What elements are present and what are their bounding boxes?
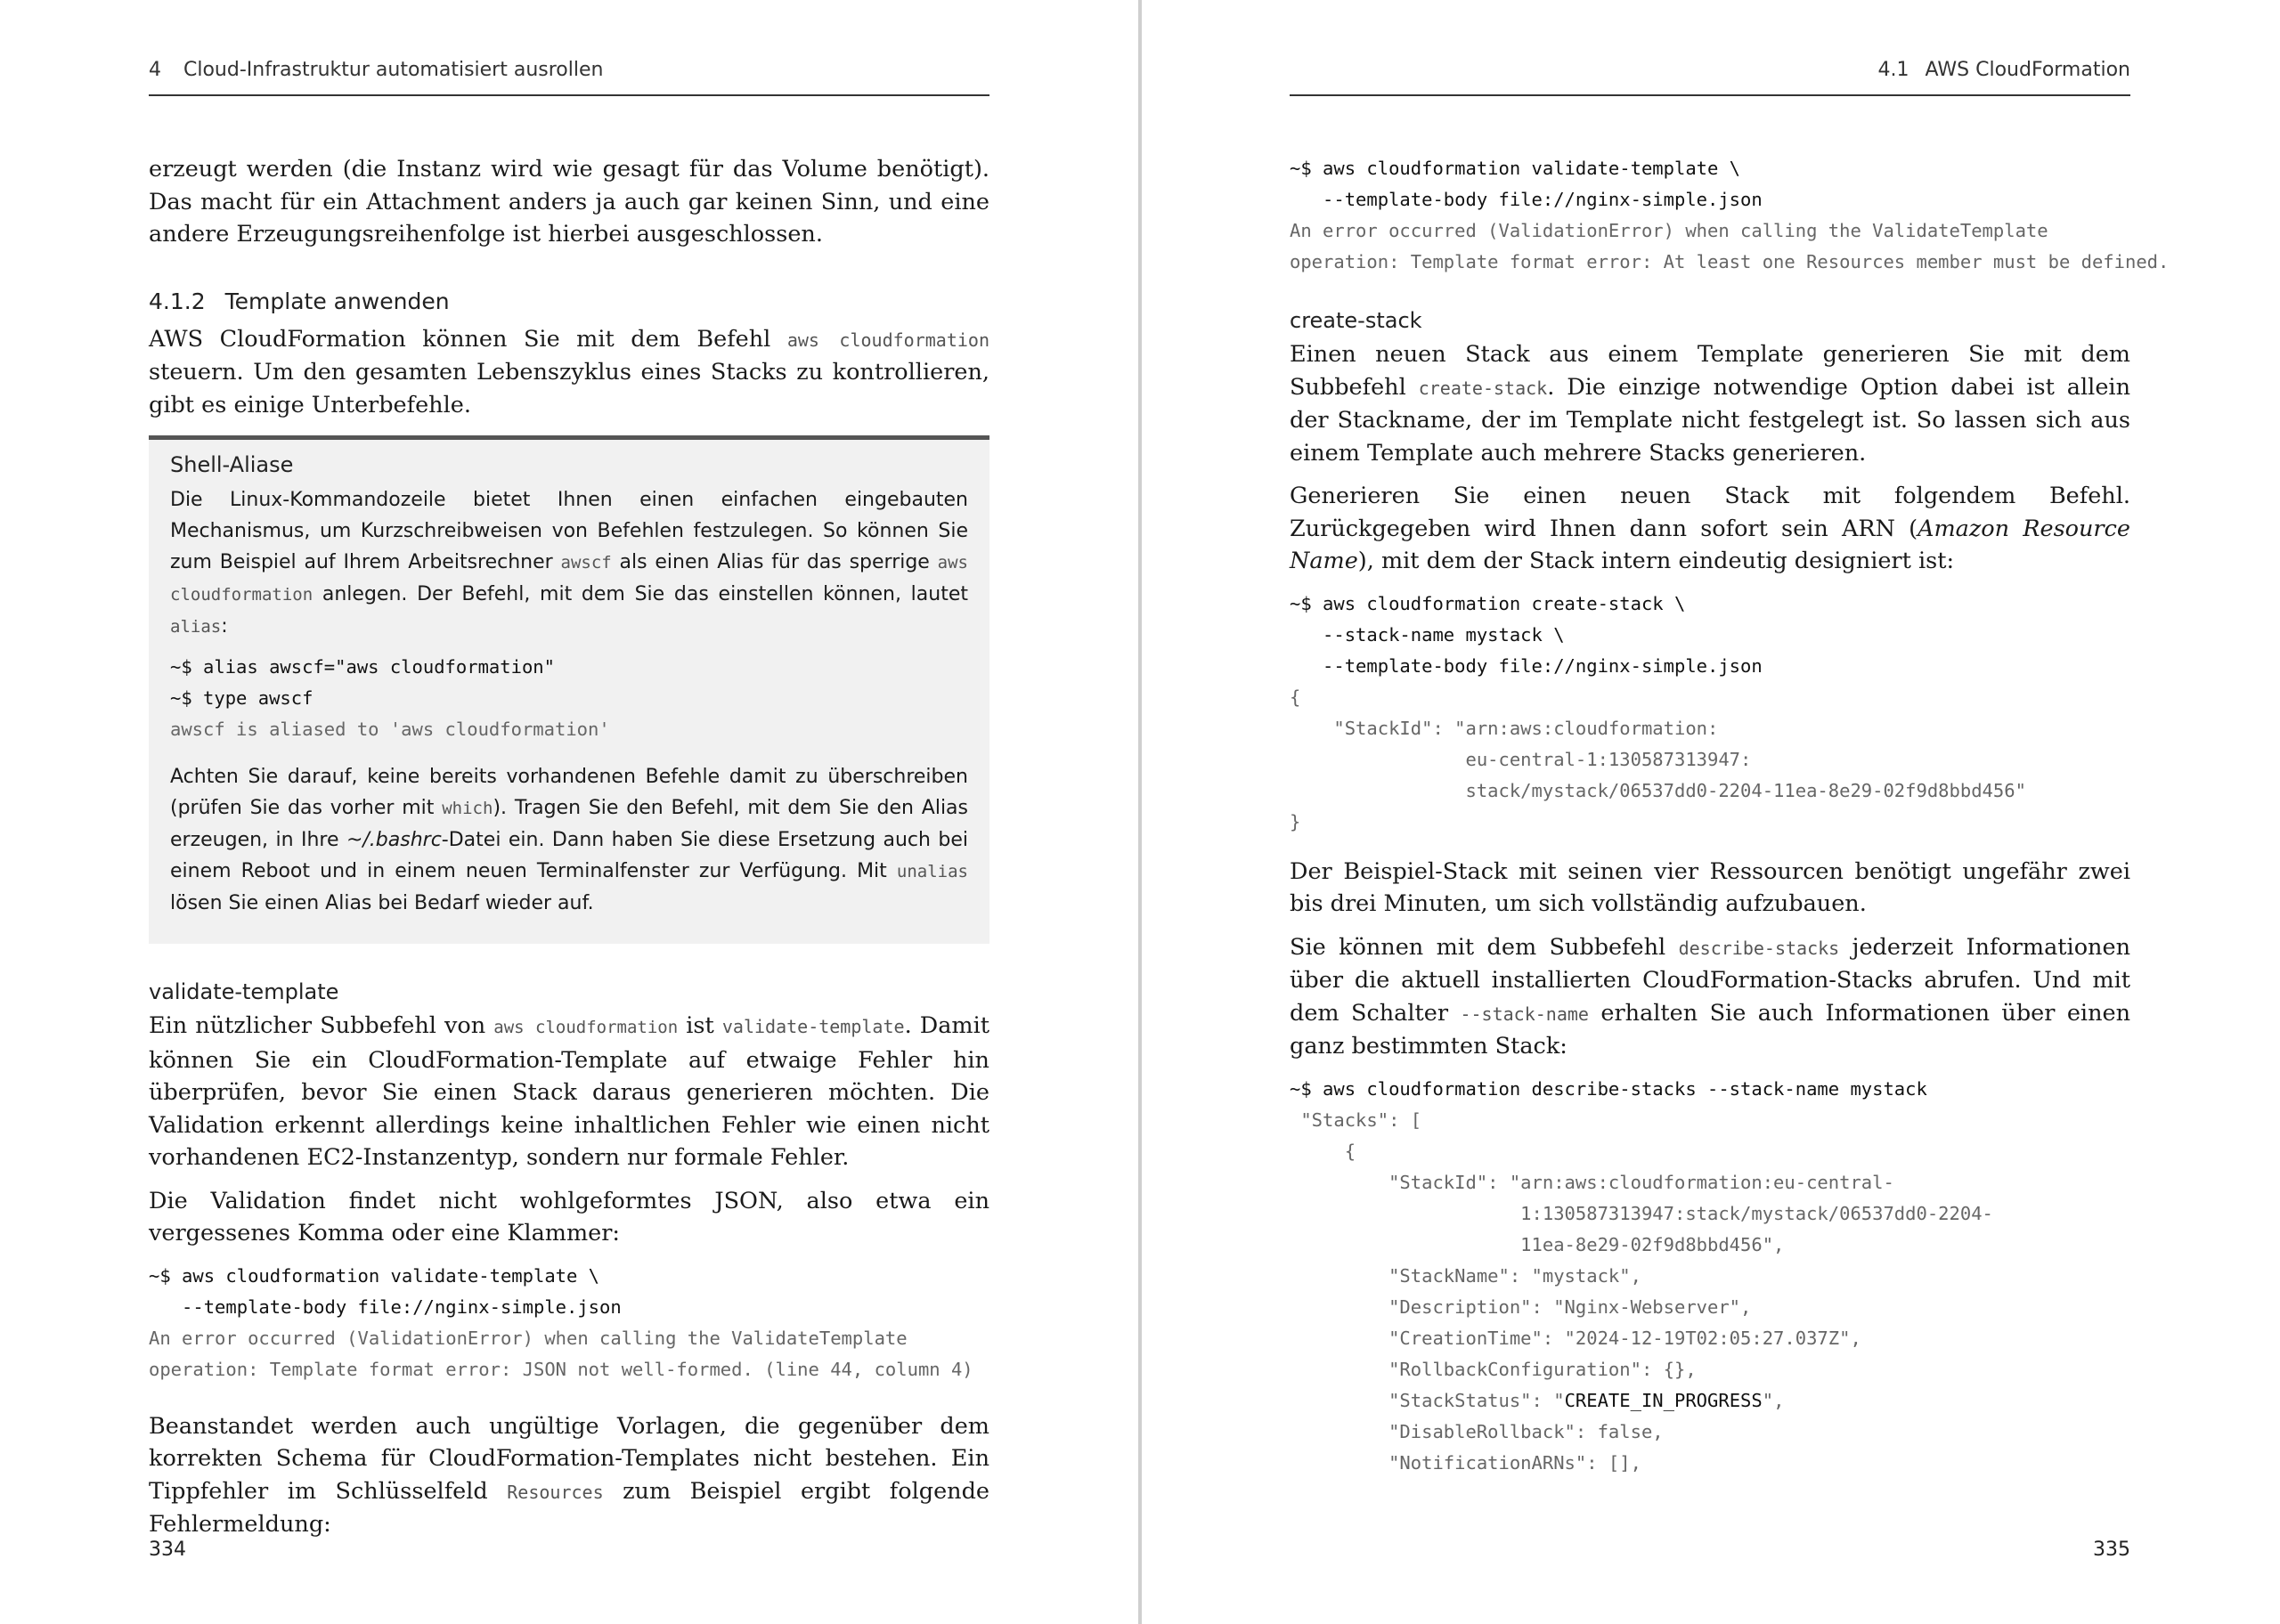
code-output-line: ", [1762, 1389, 1785, 1411]
section-paragraph [149, 323, 989, 422]
text-run: -Datei ein. Dann haben Sie diese Ersetzung auch bei einem Reboot und in einem neuen Terminalfenster zur Verfügung. Mit [170, 829, 968, 882]
code-output-line: "StackName": "mystack", [1290, 1264, 1641, 1287]
running-header-right [1290, 59, 2130, 96]
create-paragraph [1290, 338, 2130, 469]
running-header-left [149, 59, 989, 96]
text-run: Sie können mit dem Subbefehl [1290, 933, 1679, 961]
emphasis: Amazon Resource Name [1290, 515, 2130, 574]
file-name: ~/.bashrc [346, 829, 442, 851]
code-output-line: stack/mystack/06537dd0-2204-11ea-8e29-02f9d8bbd456" [1290, 779, 2026, 801]
section-number: 4.1 [1877, 59, 1910, 81]
text-run: Generieren Sie einen neuen Stack mit folgendem Befehl. Zurückgegeben wird Ihnen dann sofort sein ARN ( [1290, 483, 2130, 542]
code-line: ~$ aws cloudformation create-stack \ [1290, 592, 1686, 614]
inline-code: validate-template [721, 1016, 905, 1037]
text-run: erhalten Sie auch Informationen über einen ganz bestimmten Stack: [1290, 999, 2131, 1060]
code-output-line: 11ea-8e29-02f9d8bbd456", [1290, 1233, 1785, 1255]
code-output-line: "NotificationARNs": [], [1290, 1451, 1641, 1474]
chapter-title: Cloud-Infrastruktur automatisiert ausrollen [183, 59, 604, 81]
text-run: Ein nützlicher Subbefehl von [149, 1012, 494, 1039]
box-title: Shell-Aliase [170, 452, 294, 477]
shell-alias-box [149, 435, 989, 944]
code-line: ~$ aws cloudformation describe-stacks --stack-name mystack [1290, 1077, 1927, 1100]
section-number: 4.1.2 [149, 288, 206, 314]
code-output-line: { [1290, 1140, 1356, 1162]
inline-code: describe-stacks [1678, 937, 1840, 959]
right-page [1142, 0, 2280, 1624]
text-run: Einen neuen Stack aus einem Template generieren Sie mit dem Subbefehl [1290, 341, 2130, 401]
text-run: . Damit können Sie ein CloudFormation-Template auf etwaige Fehler hin überprüfen, bevor Sie einen Stack daraus generieren möchten. Die Validation erkennt allerdings keine inhaltlichen Fehler wie einen nicht vorhandenen EC2-Instanzentyp, sondern nur formale Fehler. [149, 1012, 989, 1171]
right-content [1290, 153, 2170, 1495]
text-run: Achten Sie darauf, keine bereits vorhandenen Befehle damit zu überschreiben (prüfen Sie das vorher mit [170, 766, 968, 819]
validate-resources-code-block [1290, 153, 2170, 278]
intro-paragraph: erzeugt werden (die Instanz wird wie gesagt für das Volume benötigt). Das macht für ein Attachment anders ja auch gar keinen Sinn, und eine andere Erzeugungsreihenfolge ist hierbei ausgeschlossen. [149, 156, 989, 248]
code-output-line: "RollbackConfiguration": {}, [1290, 1358, 1697, 1380]
inline-code: aws cloudformation [786, 329, 989, 351]
text-run: lösen Sie einen Alias bei Bedarf wieder auf. [170, 892, 594, 914]
text-run: ). Tragen Sie den Befehl, mit dem Sie den Alias erzeugen, in Ihre [170, 797, 968, 851]
subheading-create-stack: create-stack [1290, 308, 1422, 333]
box-paragraph-2 [170, 761, 968, 919]
left-content [149, 153, 989, 1552]
code-output-line: { [1290, 686, 1301, 708]
section-heading [149, 288, 989, 314]
create-stack-code-block [1290, 589, 2130, 838]
code-output-line: operation: Template format error: JSON not well-formed. (line 44, column 4) [149, 1358, 973, 1380]
section-title: Template anwenden [224, 288, 450, 314]
text-run: als einen Alias für das sperrige [611, 551, 938, 573]
text-run: Beanstandet werden auch ungültige Vorlagen, die gegenüber dem korrekten Schema für CloudFormation-Templates nicht bestehen. Ein Tippfehler im Schlüsselfeld [149, 1412, 989, 1505]
code-line: --template-body file://nginx-simple.json [1290, 189, 1763, 210]
inline-code: unalias [896, 862, 968, 881]
code-output-line: eu-central-1:130587313947: [1290, 748, 1752, 770]
box-paragraph-1 [170, 484, 968, 643]
text-run: anlegen. Der Befehl, mit dem Sie das einstellen können, lautet [313, 583, 968, 605]
inline-code: alias [170, 617, 222, 637]
code-output-line: awscf is aliased to 'aws cloudformation' [170, 719, 610, 740]
code-output-line: operation: Template format error: At least one Resources member must be defined. [1290, 251, 2170, 272]
arn-paragraph [1290, 480, 2130, 578]
text-run: : [221, 615, 228, 637]
inline-code: create-stack [1418, 377, 1548, 399]
inline-code: --stack-name [1460, 1003, 1589, 1025]
chapter-number: 4 [149, 59, 161, 81]
text-run: steuern. Um den gesamten Lebenszyklus eines Stacks zu kontrollieren, gibt es einige Unterbefehle. [149, 359, 989, 418]
code-output-line: 1:130587313947:stack/mystack/06537dd0-2204- [1290, 1202, 1993, 1224]
minutes-paragraph: Der Beispiel-Stack mit seinen vier Ressourcen benötigt ungefähr zwei bis drei Minuten, um sich vollständig aufzubauen. [1290, 857, 2130, 917]
code-line: ~$ aws cloudformation validate-template \ [149, 1264, 600, 1287]
code-output-line: "DisableRollback": false, [1290, 1420, 1664, 1442]
alias-code-block [170, 652, 968, 745]
code-line: ~$ type awscf [170, 687, 314, 709]
code-output-line: "Stacks": [ [1290, 1108, 1422, 1131]
code-output-line: "StackStatus": " [1290, 1389, 1565, 1411]
page-number-right: 335 [2093, 1539, 2130, 1561]
code-line: --template-body file://nginx-simple.json [149, 1295, 622, 1318]
section-title: AWS CloudFormation [1925, 59, 2130, 81]
left-page [0, 0, 1138, 1624]
inline-code: aws cloudformation [170, 553, 968, 605]
code-line: --stack-name mystack \ [1290, 623, 1565, 646]
code-output-line: "Description": "Nginx-Webserver", [1290, 1295, 1752, 1318]
validate-json-code-block [149, 1261, 989, 1385]
code-output-line: } [1290, 810, 1301, 832]
page-number-left: 334 [149, 1539, 186, 1561]
code-line: --template-body file://nginx-simple.json [1290, 654, 1763, 677]
text-run: zum Beispiel ergibt folgende Fehlermeldung: [149, 1477, 989, 1538]
text-run: ), mit dem der Stack intern eindeutig designiert ist: [1357, 548, 1955, 574]
code-line: ~$ aws cloudformation validate-template \ [1290, 158, 1741, 179]
code-output-line: An error occurred (ValidationError) when calling the ValidateTemplate [1290, 220, 2048, 241]
code-output-line: "StackId": "arn:aws:cloudformation:eu-central- [1290, 1171, 1894, 1193]
subheading-validate-template: validate-template [149, 979, 339, 1004]
text-run: ist [678, 1012, 722, 1039]
code-line: ~$ alias awscf="aws cloudformation" [170, 656, 555, 678]
code-output-line: "StackId": "arn:aws:cloudformation: [1290, 717, 1719, 739]
text-run: Die Linux-Kommandozeile bietet Ihnen einen einfachen eingebauten Mechanismus, um Kurzschreibweisen von Befehlen festzulegen. So können Sie zum Beispiel auf Ihrem Arbeitsrechner [170, 489, 968, 573]
status-value: CREATE_IN_PROGRESS [1564, 1389, 1763, 1411]
describe-stacks-code-block [1290, 1074, 2130, 1479]
inline-code: Resources [507, 1481, 604, 1503]
text-run: jederzeit Informationen über die aktuell installierten CloudFormation-Stacks abrufen. Und mit dem Schalter [1290, 933, 2130, 1027]
code-output-line: "CreationTime": "2024-12-19T02:05:27.037Z", [1290, 1327, 1861, 1349]
text-run: . Die einzige notwendige Option dabei ist allein der Stackname, der im Template nicht festgelegt ist. So lassen sich aus einem Template auch mehrere Stacks generieren. [1290, 373, 2130, 467]
inline-code: which [442, 799, 493, 818]
text-run: AWS CloudFormation können Sie mit dem Befehl [149, 325, 787, 353]
inline-code: awscf [560, 553, 612, 572]
validate-paragraph [149, 1010, 989, 1174]
inline-code: aws cloudformation [493, 1018, 679, 1037]
schema-paragraph [149, 1410, 989, 1541]
code-output-line: An error occurred (ValidationError) when calling the ValidateTemplate [149, 1327, 908, 1349]
json-paragraph: Die Validation findet nicht wohlgeformtes JSON, also etwa ein vergessenes Komma oder eine Klammer: [149, 1187, 989, 1246]
describe-paragraph [1290, 931, 2130, 1063]
